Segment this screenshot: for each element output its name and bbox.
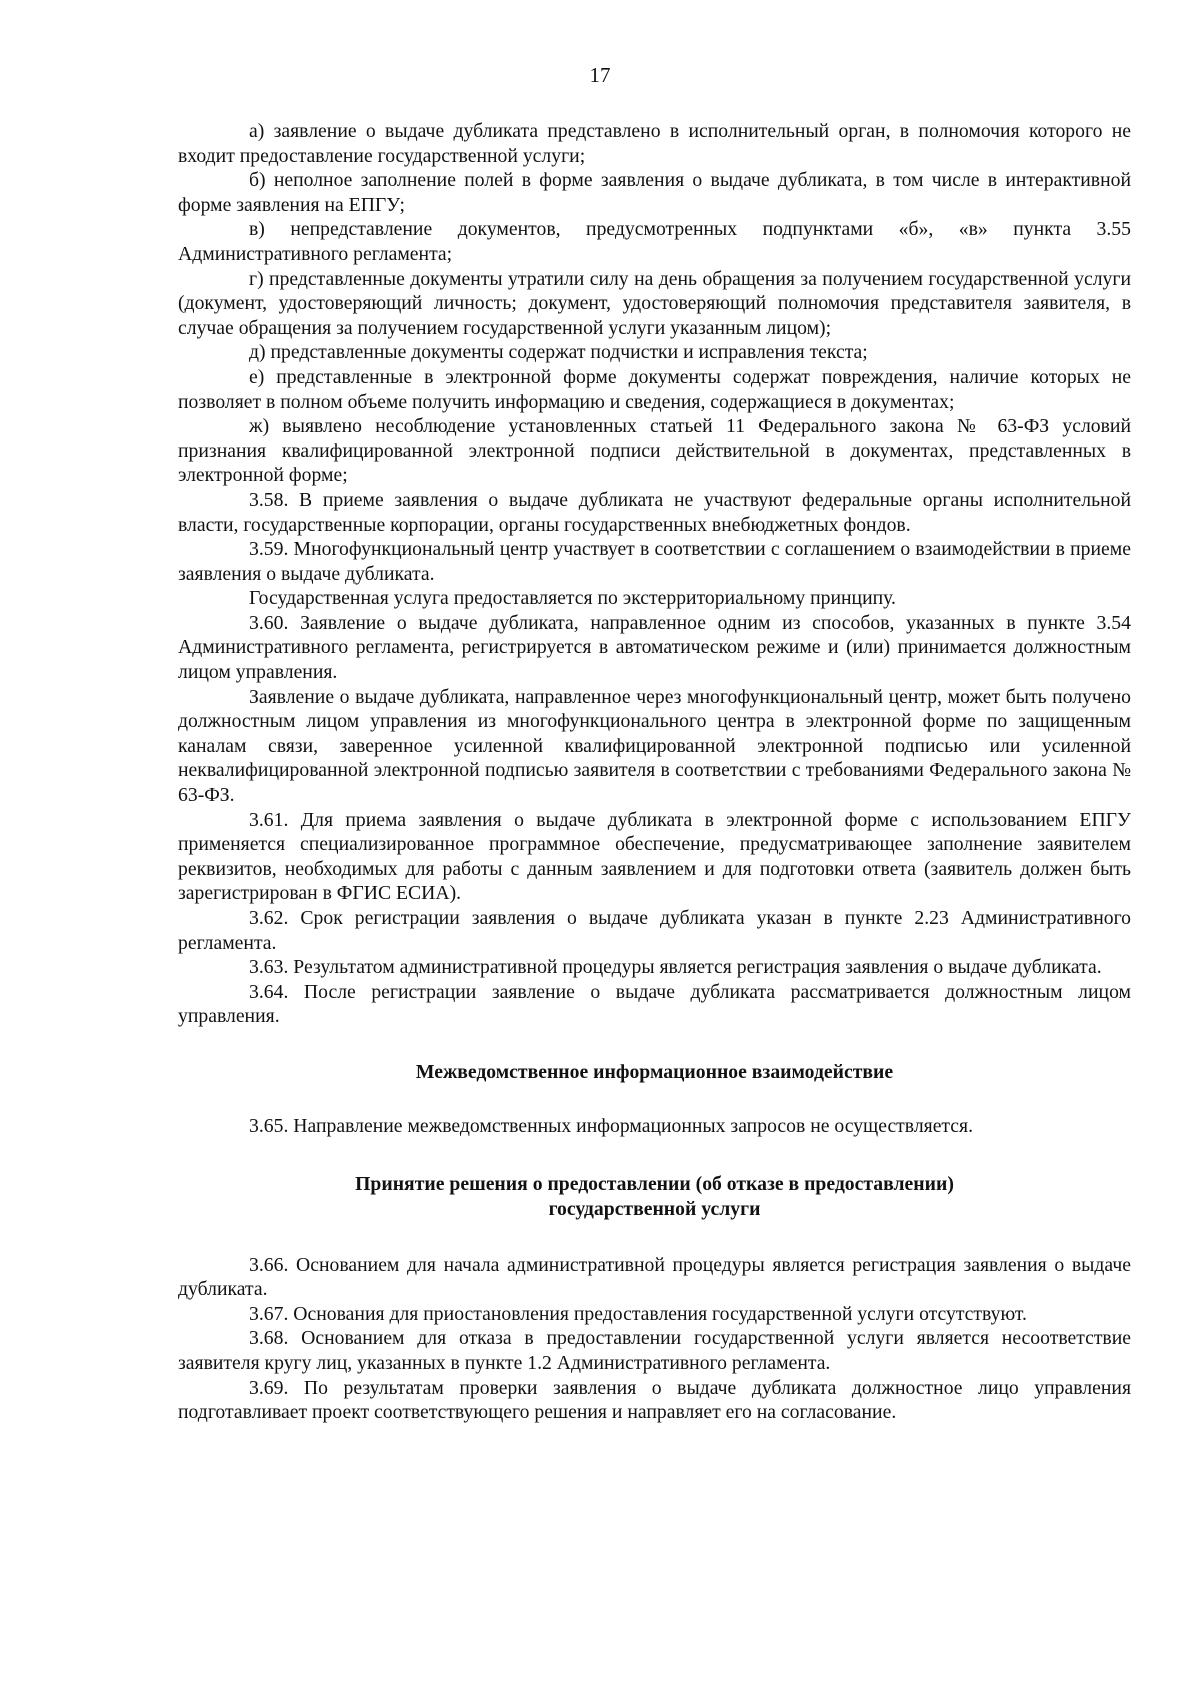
paragraph-g: г) представленные документы утратили силу на день обращения за получением государственной услуги (документ, удостоверяющий личность; документ, удостоверяющий полномочия представителя заявителя, в случае обращения за получением государственной услуги указанным лицом); — [178, 267, 1131, 339]
paragraph-3-60: 3.60. Заявление о выдаче дубликата, направленное одним из способов, указанных в пункте 3.54 Административного регламента, регистрируется в автоматическом режиме и (или) принимается должностным лицом управления. — [178, 611, 1131, 684]
paragraph-mfc: Заявление о выдаче дубликата, направленное через многофункциональный центр, может быть получено должностным лицом управления из многофункционального центра в электронной форме по защищенным каналам связи, заверенное усиленной квалифицированной электронной подписью или усиленной неквалифицированной электронной подписью заявителя в соответствии с требованиями Федерального закона № 63-ФЗ. — [178, 685, 1131, 807]
paragraph-v: в) непредставление документов, предусмотренных подпунктами «б», «в» пункта 3.55 Административного регламента; — [178, 218, 1131, 265]
paragraph-exterritorial: Государственная услуга предоставляется по экстерриториальному принципу. — [249, 587, 896, 610]
paragraph-3-67: 3.67. Основания для приостановления предоставления государственной услуги отсутствуют. — [249, 1302, 1027, 1325]
section-title-interagency: Межведомственное информационное взаимодействие — [415, 1060, 894, 1083]
paragraph-e: е) представленные в электронной форме документы содержат повреждения, наличие которых не позволяет в полном объеме получить информацию и сведения, содержащиеся в документах; — [178, 365, 1131, 413]
paragraph-3-64: 3.64. После регистрации заявление о выдаче дубликата рассматривается должностным лицом управления. — [178, 980, 1131, 1028]
paragraph-d: д) представленные документы содержат подчистки и исправления текста; — [249, 341, 868, 364]
paragraph-zh: ж) выявлено несоблюдение установленных статьей 11 Федерального закона № 63-ФЗ условий признания квалифицированной электронной подписи действительной в документах, представленных в электронной форме; — [178, 415, 1131, 487]
paragraph-3-69: 3.69. По результатам проверки заявления о выдаче дубликата должностное лицо управления подготавливает проект соответствующего решения и направляет его на согласование. — [178, 1376, 1131, 1424]
page-number: 17 — [589, 63, 611, 87]
paragraph-3-68: 3.68. Основанием для отказа в предоставлении государственной услуги является несоответствие заявителя кругу лиц, указанных в пункте 1.2 Административного регламента. — [178, 1327, 1131, 1374]
document-body — [178, 119, 1131, 1425]
paragraph-3-61: 3.61. Для приема заявления о выдаче дубликата в электронной форме с использованием ЕПГУ применяется специализированное программное обеспечение, предусматривающее заполнение заявителем реквизитов, необходимых для работы с данным заявлением и для подготовки ответа (заявитель должен быть зарегистрирован в ФГИС ЕСИА). — [178, 808, 1131, 905]
paragraph-3-59: 3.59. Многофункциональный центр участвует в соответствии с соглашением о взаимодействии в приеме заявления о выдаче дубликата. — [178, 538, 1131, 585]
paragraph-3-62: 3.62. Срок регистрации заявления о выдаче дубликата указан в пункте 2.23 Административного регламента. — [178, 907, 1131, 954]
section-title-decision — [178, 1172, 1131, 1222]
paragraph-3-65: 3.65. Направление межведомственных информационных запросов не осуществляется. — [249, 1114, 973, 1137]
section-title-decision-line2: государственной услуги — [548, 1197, 761, 1220]
section-title-decision-line1: Принятие решения о предоставлении (об отказе в предоставлении) — [355, 1172, 954, 1195]
paragraph-b: б) неполное заполнение полей в форме заявления о выдаче дубликата, в том числе в интерактивной форме заявления на ЕПГУ; — [178, 169, 1131, 216]
paragraph-3-58: 3.58. В приеме заявления о выдаче дубликата не участвуют федеральные органы исполнительной власти, государственные корпорации, органы государственных внебюджетных фондов. — [178, 488, 1131, 536]
paragraph-3-66: 3.66. Основанием для начала административной процедуры является регистрация заявления о выдаче дубликата. — [178, 1253, 1131, 1301]
paragraph-a: а) заявление о выдаче дубликата представлено в исполнительный орган, в полномочия которого не входит предоставление государственной услуги; — [178, 120, 1131, 167]
paragraph-3-63: 3.63. Результатом административной процедуры является регистрация заявления о выдаче дубликата. — [249, 956, 1102, 979]
